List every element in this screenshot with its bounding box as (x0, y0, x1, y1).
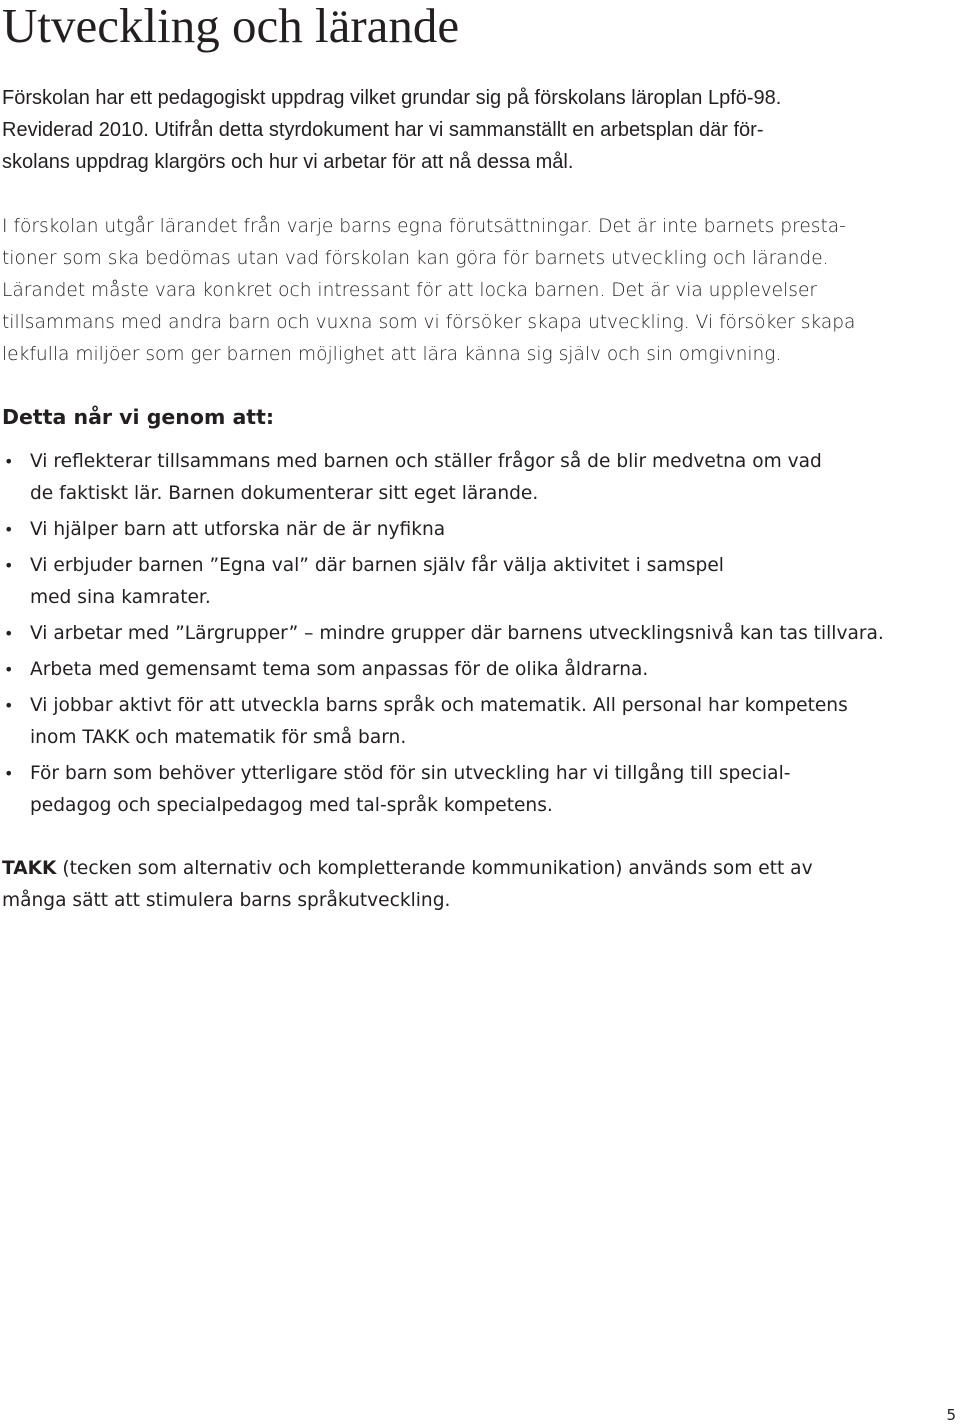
bullet-item (0, 758, 884, 822)
bullet-dot-icon: • (4, 660, 14, 679)
bullet-item (0, 446, 884, 510)
takk-term: TAKK (2, 858, 57, 879)
intro-line: skolans uppdrag klargörs och hur vi arbetar för att nå dessa mål. (2, 151, 574, 173)
learning-line: lekfulla miljöer som ger barnen möjlighet att lära känna sig själv och sin omgivning. (2, 344, 782, 365)
takk-line (2, 853, 813, 885)
bullet-line: För barn som behöver ytterligare stöd för sin utveckling har vi tillgång till special- (30, 763, 791, 784)
learning-line: tioner som ska bedömas utan vad förskolan kan göra för barnets utveckling och lärande. (2, 248, 829, 269)
bullet-line: Vi reflekterar tillsammans med barnen och ställer frågor så de blir medvetna om vad (30, 451, 822, 472)
bullet-line: pedagog och specialpedagog med tal-språk kompetens. (30, 795, 553, 816)
bullet-dot-icon: • (4, 520, 14, 539)
bullet-item (0, 690, 884, 754)
bullet-line: Vi jobbar aktivt för att utveckla barns språk och matematik. All personal har kompetens (30, 695, 848, 716)
bullet-item (0, 550, 884, 614)
bullet-line: de faktiskt lär. Barnen dokumenterar sitt eget lärande. (30, 483, 539, 504)
bullet-line: inom TAKK och matematik för små barn. (30, 727, 407, 748)
learning-line: I förskolan utgår lärandet från varje barns egna förutsättningar. Det är inte barnets presta- (2, 216, 846, 237)
intro-paragraph (2, 82, 781, 178)
bullet-dot-icon: • (4, 764, 14, 783)
bullet-item (0, 654, 884, 686)
takk-definition: (tecken som alternativ och kompletterande kommunikation) används som ett av (56, 858, 813, 879)
page-title: Utveckling och lärande (2, 0, 460, 53)
bullet-item (0, 618, 884, 650)
bullet-dot-icon: • (4, 556, 14, 575)
takk-paragraph (2, 853, 813, 917)
takk-line: många sätt att stimulera barns språkutveckling. (2, 890, 451, 911)
bullet-dot-icon: • (4, 452, 14, 471)
bullet-list (0, 446, 884, 826)
bullet-line: med sina kamrater. (30, 587, 211, 608)
intro-line: Förskolan har ett pedagogiskt uppdrag vilket grundar sig på förskolans läroplan Lpfö-98. (2, 87, 782, 109)
bullet-dot-icon: • (4, 624, 14, 643)
section-heading: Detta når vi genom att: (2, 405, 275, 429)
bullet-line: Arbeta med gemensamt tema som anpassas för de olika åldrarna. (30, 659, 649, 680)
bullet-dot-icon: • (4, 696, 14, 715)
bullet-line: Vi erbjuder barnen ”Egna val” där barnen själv får välja aktivitet i samspel (30, 555, 724, 576)
bullet-item (0, 514, 884, 546)
learning-line: tillsammans med andra barn och vuxna som vi försöker skapa utveckling. Vi försöker skapa (2, 312, 856, 333)
page-number: 5 (946, 1406, 956, 1424)
learning-line: Lärandet måste vara konkret och intressant för att locka barnen. Det är via upplevelser (2, 280, 818, 301)
learning-paragraph (2, 211, 855, 371)
bullet-line: Vi hjälper barn att utforska när de är nyfikna (30, 519, 446, 540)
bullet-line: Vi arbetar med ”Lärgrupper” – mindre grupper där barnens utvecklingsnivå kan tas tillvara. (30, 623, 884, 644)
intro-line: Reviderad 2010. Utifrån detta styrdokument har vi sammanställt en arbetsplan där för- (2, 119, 764, 141)
